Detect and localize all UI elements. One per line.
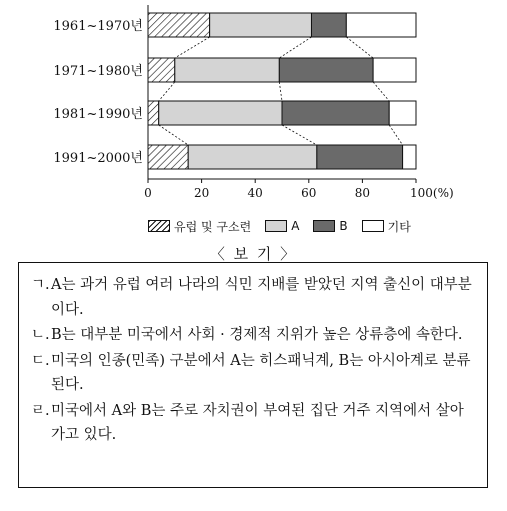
bar-segment-4-row-4 [403,145,416,169]
legend-swatch-europe [148,220,170,232]
bar-segment-3-row-3 [282,101,389,125]
option-text: B는 대부분 미국에서 사회 · 경제적 지위가 높은 상류층에 속한다. [51,327,463,343]
connector-line [279,37,311,58]
bar-segment-4-row-2 [373,58,416,82]
bar-segment-3-row-4 [317,145,403,169]
legend-item-b [313,219,347,233]
box-title: 〈 보 기 〉 [209,245,298,263]
stacked-bar-chart [0,0,507,240]
connector-line [175,37,210,58]
legend-label-other: 기타 [387,219,411,234]
x-tick-label: 20 [193,186,210,200]
option-marker: ㄷ. [31,352,50,369]
bar-segment-2-row-2 [175,58,280,82]
bar-segment-1-row-3 [148,101,159,125]
legend-swatch-other [362,220,384,232]
legend-item-europe [148,218,251,235]
legend-item-a [265,219,299,233]
connector-line [346,37,373,58]
options-box [18,262,488,488]
option-item-2 [31,323,475,348]
connector-line [159,125,188,145]
bar-segment-1-row-1 [148,13,210,37]
option-marker: ㄴ. [31,327,50,343]
option-marker: ㄱ. [31,277,50,293]
option-item-3 [31,349,475,398]
legend-item-other [362,218,411,235]
x-tick-label: 40 [247,186,263,200]
bar-segment-3-row-2 [279,58,373,82]
legend-label-europe: 유럽 및 구소련 [174,219,252,234]
x-tick-label: 60 [301,186,317,200]
option-item-1 [31,273,475,322]
connector-line [159,82,175,101]
category-label: 1971~1980년 [53,64,143,79]
bar-segment-2-row-4 [188,145,317,169]
bar-segment-1-row-2 [148,58,175,82]
connector-line [389,125,402,145]
legend-label-a: A [291,219,300,233]
legend-swatch-b [313,220,335,232]
option-text: A는 과거 유럽 여러 나라의 식민 지배를 받았던 지역 출신이 대부분이다. [51,277,472,318]
option-item-4 [31,399,475,448]
connector-line [282,125,317,145]
bar-segment-3-row-1 [311,13,346,37]
category-label: 1991~2000년 [53,151,143,166]
x-tick-label: 80 [354,186,371,200]
chart-legend [148,216,425,236]
bar-segment-4-row-1 [346,13,416,37]
connector-line [279,82,282,101]
category-label: 1961~1970년 [53,19,143,34]
bar-segment-4-row-3 [389,101,416,125]
legend-swatch-a [265,220,287,232]
bar-segment-2-row-3 [159,101,282,125]
bar-segment-2-row-1 [210,13,312,37]
option-text: 미국의 인종(민족) 구분에서 A는 히스패닉계, B는 아시아계로 분류된다. [51,352,471,393]
connector-line [373,82,389,101]
x-tick-label: 100(%) [410,186,454,200]
category-label: 1981~1990년 [53,107,143,122]
x-tick-label: 0 [144,186,152,200]
option-marker: ㄹ. [31,402,50,419]
bar-segment-1-row-4 [148,145,188,169]
option-text: 미국에서 A와 B는 주로 자치권이 부여된 집단 거주 지역에서 살아가고 있다. [51,402,464,443]
legend-label-b: B [339,219,348,233]
